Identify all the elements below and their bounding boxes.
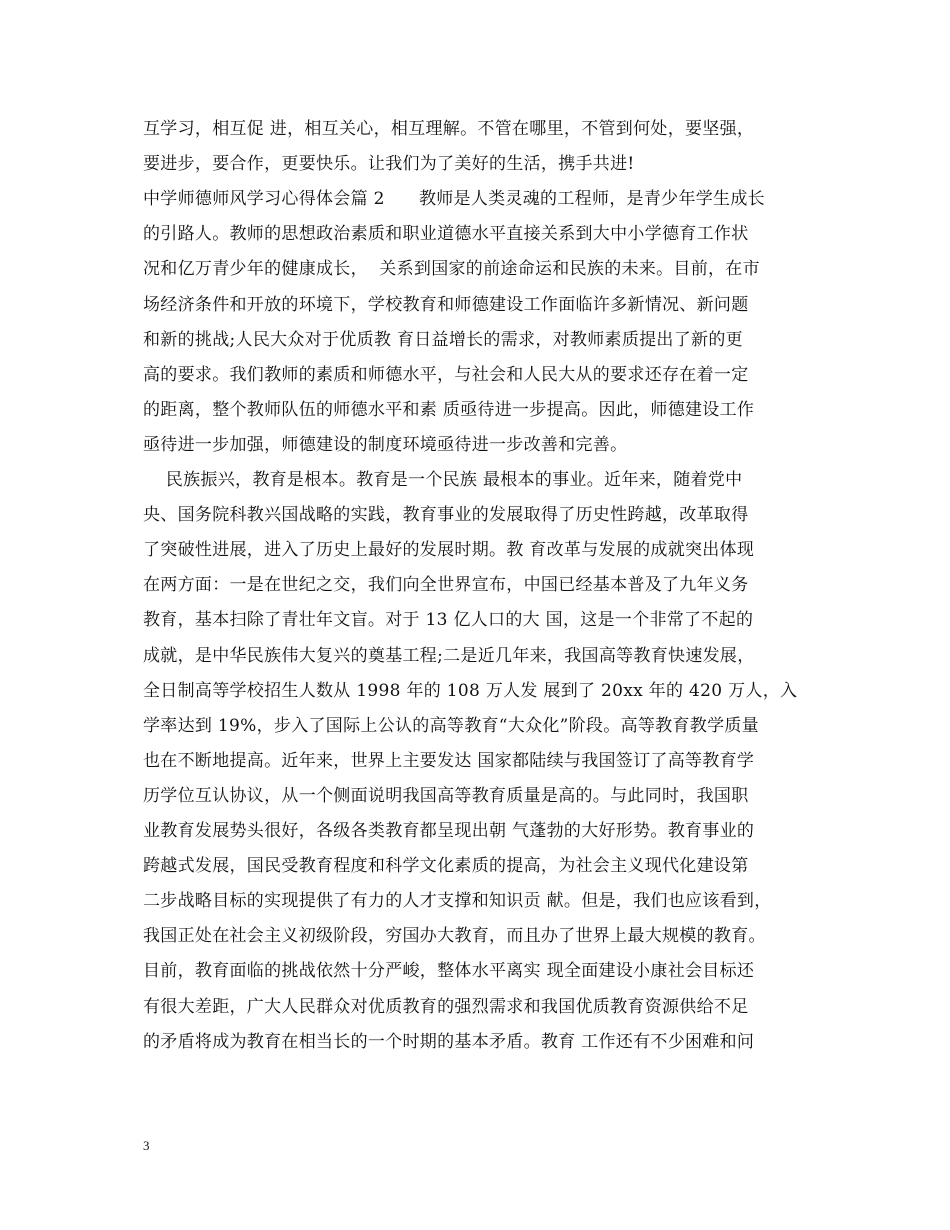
text-line: 央、国务院科教兴国战略的实践，教育事业的发展取得了历史性跨越，改革取得 <box>143 505 749 526</box>
text-line: 了突破性进展，进入了历史上最好的发展时期。教 育改革与发展的成就突出体现 <box>143 540 755 561</box>
text-line: 和新的挑战;人民大众对于优质教 育日益增长的需求，对教师素质提出了新的更 <box>143 329 743 350</box>
text-line: 成就，是中华民族伟大复兴的奠基工程;二是近几年来，我国高等教育快速发展， <box>143 645 755 666</box>
text-line: 况和亿万青少年的健康成长， 关系到国家的前途命运和民族的未来。目前，在市 <box>143 259 760 280</box>
text-line: 民族振兴，教育是根本。教育是一个民族 最根本的事业。近年来，随着党中 <box>143 470 743 490</box>
text-line: 业教育发展势头很好，各级各类教育都呈现出朝 气蓬勃的大好形势。教育事业的 <box>143 821 755 841</box>
text-line: 目前，教育面临的挑战依然十分严峻，整体水平离实 现全面建设小康社会目标还 <box>143 961 755 982</box>
text-line: 全日制高等学校招生人数从 1998 年的 108 万人发 展到了 20xx 年的 420 万人，入 <box>143 680 798 701</box>
text-line: 也在不断地提高。近年来，世界上主要发达 国家都陆续与我国签订了高等教育学 <box>143 750 755 771</box>
text-line: 历学位互认协议，从一个侧面说明我国高等教育质量是高的。与此同时，我国职 <box>143 785 749 806</box>
page-number: 3 <box>143 1138 150 1153</box>
text-line: 的引路人。教师的思想政治素质和职业道德水平直接关系到大中小学德育工作状 <box>143 224 749 245</box>
text-line: 要进步，要合作，更要快乐。让我们为了美好的生活，携手共进! <box>143 154 635 175</box>
text-line: 中学师德师风学习心得体会篇 2 教师是人类灵魂的工程师，是青少年学生成长 <box>143 189 765 210</box>
text-line: 二步战略目标的实现提供了有力的人才支撑和知识贡 献。但是，我们也应该看到， <box>143 891 772 912</box>
text-line: 学率达到 19%，步入了国际上公认的高等教育“大众化”阶段。高等教育教学质量 <box>143 715 759 736</box>
text-line: 的矛盾将成为教育在相当长的一个时期的基本矛盾。教育 工作还有不少困难和问 <box>143 1031 755 1052</box>
text-line: 亟待进一步加强，师德建设的制度环境亟待进一步改善和完善。 <box>143 434 628 455</box>
text-line: 教育，基本扫除了青壮年文盲。对于 13 亿人口的大 国，这是一个非常了不起的 <box>143 610 754 631</box>
text-line: 的距离，整个教师队伍的师德水平和素 质亟待进一步提高。因此，师德建设工作 <box>143 399 755 420</box>
text-line: 场经济条件和开放的环境下，学校教育和师德建设工作面临许多新情况、新问题 <box>143 294 749 315</box>
text-line: 我国正处在社会主义初级阶段，穷国办大教育，而且办了世界上最大规模的教育。 <box>143 926 766 947</box>
text-line: 跨越式发展，国民受教育程度和科学文化素质的提高，为社会主义现代化建设第 <box>143 856 749 877</box>
text-line: 有很大差距，广大人民群众对优质教育的强烈需求和我国优质教育资源供给不足 <box>143 996 749 1017</box>
text-line: 在两方面：一是在世纪之交，我们向全世界宣布，中国已经基本普及了九年义务 <box>143 575 749 596</box>
text-line: 互学习，相互促 进，相互关心，相互理解。不管在哪里，不管到何处，要坚强， <box>143 119 755 139</box>
text-line: 高的要求。我们教师的素质和师德水平，与社会和人民大从的要求还存在着一定 <box>143 364 749 385</box>
